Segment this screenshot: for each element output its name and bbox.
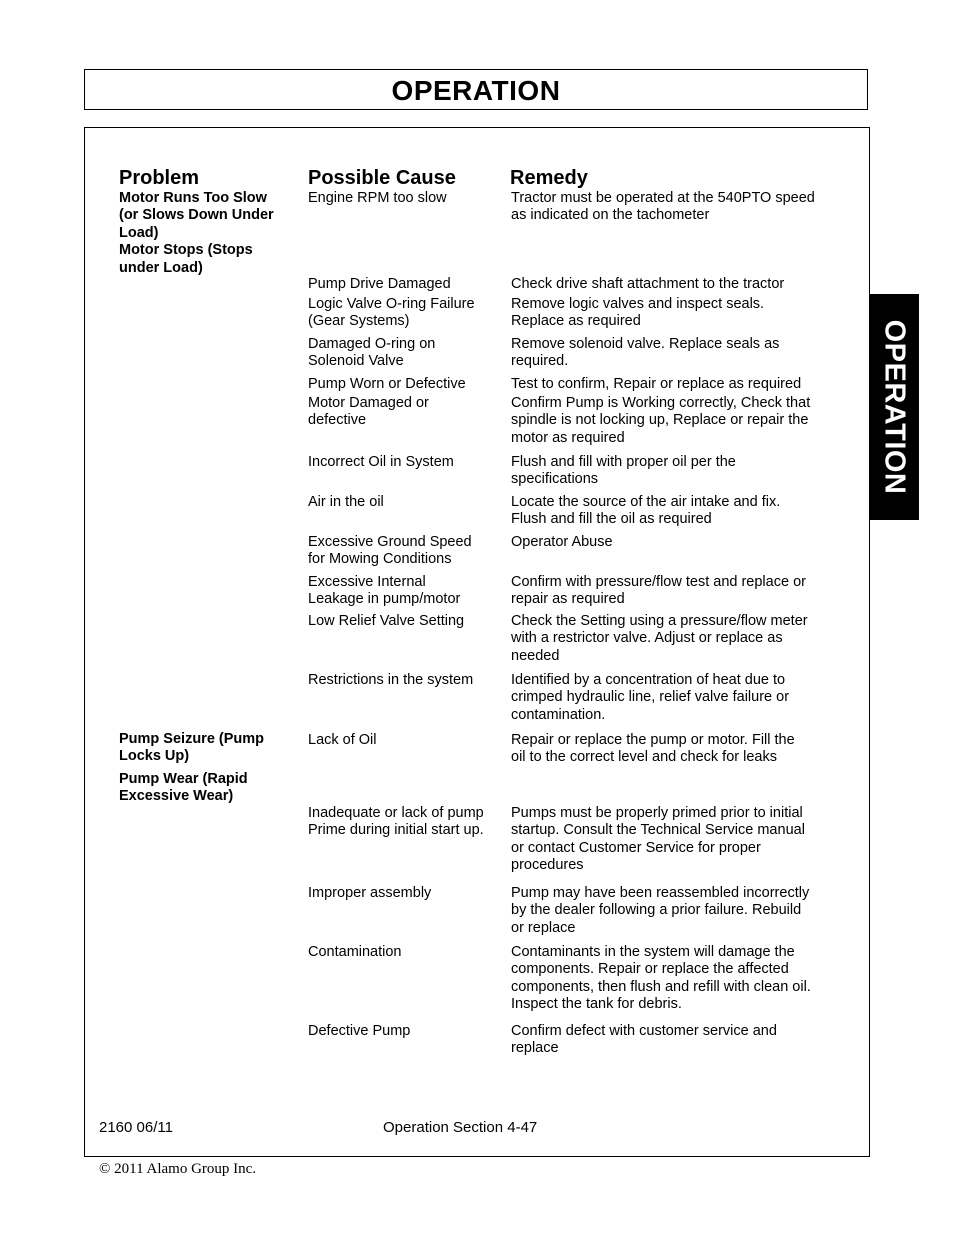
- copyright-notice: © 2011 Alamo Group Inc.: [99, 1161, 257, 1177]
- remedy-text: with a restrictor valve. Adjust or replace as: [511, 630, 783, 647]
- remedy-text: contamination.: [511, 706, 606, 723]
- remedy-text: Tractor must be operated at the 540PTO speed: [511, 190, 815, 206]
- cause-text: Contamination: [308, 944, 402, 960]
- remedy-text: Contaminants in the system will damage the: [511, 944, 795, 960]
- remedy-text: replace: [511, 1040, 559, 1057]
- remedy-text: Operator Abuse: [511, 534, 613, 550]
- cause-column-header: Possible Cause: [308, 167, 456, 189]
- cause-text: Pump Drive Damaged: [308, 276, 451, 292]
- remedy-text: startup. Consult the Technical Service manual: [511, 822, 805, 839]
- cause-text: Defective Pump: [308, 1023, 411, 1039]
- problem-text: Excessive Wear): [119, 788, 234, 805]
- remedy-text: or contact Customer Service for proper: [511, 839, 761, 856]
- footer-section-page: Operation Section 4-47: [383, 1119, 538, 1136]
- side-tab-label: OPERATION: [878, 319, 911, 495]
- cause-text: Low Relief Valve Setting: [308, 613, 465, 629]
- cause-text: Excessive Internal: [308, 574, 426, 590]
- cause-text: defective: [308, 412, 367, 429]
- remedy-text: Check drive shaft attachment to the tractor: [511, 276, 785, 292]
- problem-text: (or Slows Down Under: [119, 207, 274, 224]
- remedy-text: Pumps must be properly primed prior to initial: [511, 805, 803, 821]
- cause-text: Leakage in pump/motor: [308, 591, 461, 608]
- remedy-text: Flush and fill the oil as required: [511, 511, 712, 528]
- cause-text: Logic Valve O-ring Failure: [308, 296, 475, 312]
- remedy-text: repair as required: [511, 591, 625, 608]
- remedy-text: procedures: [511, 857, 584, 874]
- problem-text: Motor Runs Too Slow: [119, 190, 267, 206]
- remedy-text: Check the Setting using a pressure/flow meter: [511, 613, 808, 629]
- section-side-tab: [869, 294, 919, 520]
- cause-text: Prime during initial start up.: [308, 822, 484, 839]
- cause-text: Solenoid Valve: [308, 353, 404, 370]
- remedy-text: specifications: [511, 471, 599, 488]
- cause-text: (Gear Systems): [308, 313, 410, 330]
- remedy-text: components. Repair or replace the affected: [511, 961, 789, 978]
- cause-text: Damaged O-ring on: [308, 336, 436, 352]
- remedy-text: motor as required: [511, 429, 625, 446]
- cause-text: Incorrect Oil in System: [308, 454, 454, 470]
- remedy-text: Remove solenoid valve. Replace seals as: [511, 336, 780, 352]
- problem-text: Locks Up): [119, 748, 190, 765]
- cause-text: Pump Worn or Defective: [308, 376, 466, 392]
- remedy-text: Test to confirm, Repair or replace as required: [511, 376, 802, 392]
- remedy-text: spindle is not locking up, Replace or repair the: [511, 412, 809, 429]
- cause-text: Lack of Oil: [308, 732, 377, 748]
- remedy-text: Inspect the tank for debris.: [511, 996, 682, 1013]
- problem-text: Pump Wear (Rapid: [119, 771, 248, 787]
- remedy-text: Confirm with pressure/flow test and replace or: [511, 574, 806, 590]
- header-box: [84, 69, 868, 110]
- cause-text: Excessive Ground Speed: [308, 534, 472, 550]
- cause-text: Air in the oil: [308, 494, 384, 510]
- remedy-text: or replace: [511, 919, 576, 936]
- problem-text: Motor Stops (Stops: [119, 242, 253, 259]
- cause-text: for Mowing Conditions: [308, 551, 452, 568]
- remedy-text: Repair or replace the pump or motor. Fill the: [511, 732, 795, 748]
- problem-text: Pump Seizure (Pump: [119, 731, 265, 747]
- remedy-text: Pump may have been reassembled incorrectly: [511, 885, 810, 901]
- footer-model-date: 2160 06/11: [99, 1119, 173, 1136]
- problem-text: Load): [119, 224, 159, 241]
- remedy-text: Locate the source of the air intake and fix.: [511, 494, 781, 510]
- cause-text: Motor Damaged or: [308, 395, 429, 411]
- remedy-text: crimped hydraulic line, relief valve failure or: [511, 689, 790, 706]
- page-title: OPERATION: [391, 75, 561, 106]
- cause-text: Restrictions in the system: [308, 672, 474, 688]
- remedy-text: as indicated on the tachometer: [511, 207, 710, 224]
- remedy-text: Confirm Pump is Working correctly, Check that: [511, 395, 811, 411]
- remedy-column-header: Remedy: [510, 167, 588, 189]
- cause-text: Engine RPM too slow: [308, 190, 447, 206]
- remedy-text: components, then flush and refill with clean oil.: [511, 978, 811, 995]
- remedy-text: needed: [511, 647, 560, 664]
- problem-column-header: Problem: [119, 167, 200, 189]
- remedy-text: Replace as required: [511, 313, 641, 330]
- remedy-text: oil to the correct level and check for leaks: [511, 749, 777, 766]
- problem-text: under Load): [119, 259, 203, 276]
- remedy-text: Flush and fill with proper oil per the: [511, 454, 736, 470]
- remedy-text: Confirm defect with customer service and: [511, 1023, 777, 1039]
- remedy-text: required.: [511, 353, 569, 370]
- remedy-text: Remove logic valves and inspect seals.: [511, 296, 765, 312]
- remedy-text: by the dealer following a prior failure. Rebuild: [511, 902, 802, 919]
- cause-text: Improper assembly: [308, 885, 432, 901]
- cause-text: Inadequate or lack of pump: [308, 805, 484, 821]
- remedy-text: Identified by a concentration of heat due to: [511, 672, 786, 688]
